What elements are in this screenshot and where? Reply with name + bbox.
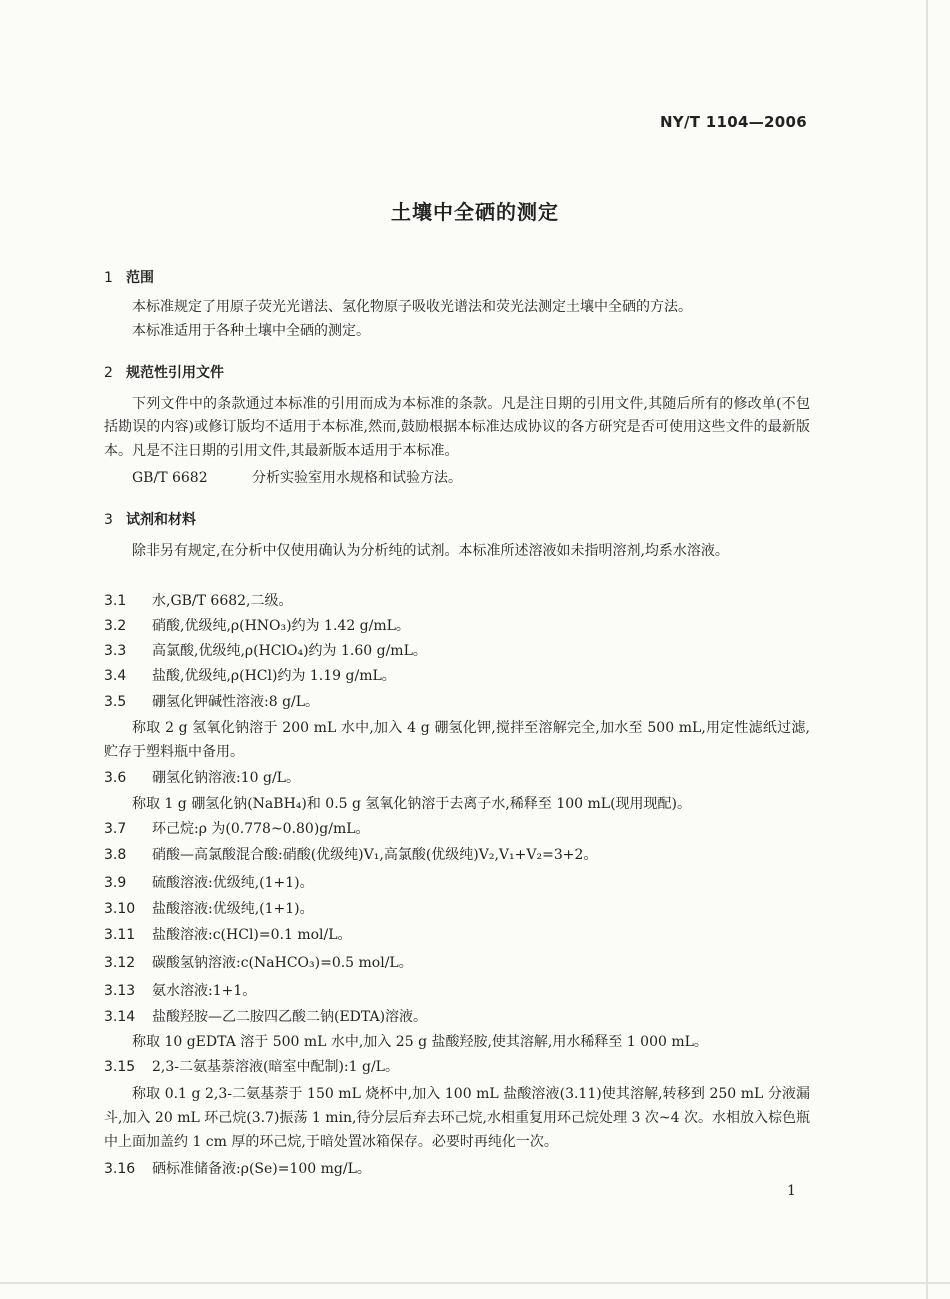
clause-item xyxy=(104,952,810,975)
clause-number: 3.6 xyxy=(104,770,127,786)
clause-item xyxy=(104,1006,810,1029)
clause-text: 硫酸溶液:优级纯,(1+1)。 xyxy=(152,875,314,891)
clause-number: 3.12 xyxy=(104,955,136,971)
clause-text: 盐酸,优级纯,ρ(HCl)约为 1.19 g/mL。 xyxy=(152,668,396,684)
clause-number: 3.1 xyxy=(104,593,127,609)
clause-item xyxy=(104,872,810,895)
clause-text: 盐酸溶液:c(HCl)=0.1 mol/L。 xyxy=(152,927,352,943)
clause-text: 高氯酸,优级纯,ρ(HClO₄)约为 1.60 g/mL。 xyxy=(152,643,427,659)
standard-code: NY/T 1104—2006 xyxy=(659,113,807,131)
clause-paragraph: 称取 10 gEDTA 溶于 500 mL 水中,加入 25 g 盐酸羟胺,使其溶解,用水稀释至 1 000 mL。 xyxy=(132,1034,708,1050)
clause-text: 硒标准储备液:ρ(Se)=100 mg/L。 xyxy=(152,1161,371,1177)
clause-number: 3.11 xyxy=(104,927,136,943)
clause-text: 环己烷:ρ 为(0.778~0.80)g/mL。 xyxy=(152,821,370,837)
clause-number: 3.9 xyxy=(104,875,127,891)
section-number: 1 xyxy=(104,270,113,286)
clause-number: 3.15 xyxy=(104,1059,136,1075)
clause-item xyxy=(104,640,810,663)
clause-text: 硝酸—高氯酸混合酸:硝酸(优级纯)V₁,高氯酸(优级纯)V₂,V₁+V₂=3+2。 xyxy=(152,847,598,863)
clause-text: 盐酸溶液:优级纯,(1+1)。 xyxy=(152,901,314,917)
reference-code: GB/T 6682 xyxy=(132,470,208,486)
clause-number: 3.14 xyxy=(104,1009,136,1025)
clause-text: 水,GB/T 6682,二级。 xyxy=(152,593,293,609)
clause-number: 3.16 xyxy=(104,1161,136,1177)
page-number: 1 xyxy=(787,1183,796,1199)
section-title: 范围 xyxy=(126,270,154,286)
paragraph: 下列文件中的条款通过本标准的引用而成为本标准的条款。凡是注日期的引用文件,其随后所有的修改单(不包括勘误的内容)或修订版均不适用于本标准,然而,鼓励根据本标准达成协议的各方研究是否可使用这些文件的最新版本。凡是不注日期的引用文件,其最新版本适用于本标准。 xyxy=(104,396,810,459)
clause-item xyxy=(104,615,810,638)
clause-number: 3.13 xyxy=(104,983,136,999)
clause-item xyxy=(104,844,810,867)
paragraph: 本标准适用于各种土壤中全硒的测定。 xyxy=(132,323,370,339)
clause-paragraph: 称取 0.1 g 2,3-二氨基萘于 150 mL 烧杯中,加入 100 mL 盐酸溶液(3.11)使其溶解,转移到 250 mL 分液漏斗,加入 20 mL 环己烷(3.7)振荡 1 min,待分层后弃去环己烷,水相重复用环己烷处理 3 次~4 次。水相放入棕色瓶中上面加盖约 1 cm 厚的环己烷,于暗处置冰箱保存。必要时再纯化一次。 xyxy=(104,1086,810,1150)
section-number: 2 xyxy=(104,365,113,381)
clause-number: 3.3 xyxy=(104,643,127,659)
clause-number: 3.8 xyxy=(104,847,127,863)
clause-text: 氨水溶液:1+1。 xyxy=(152,983,257,999)
section-number: 3 xyxy=(104,512,113,528)
clause-item xyxy=(104,767,810,790)
clause-item xyxy=(104,590,810,613)
clause-text: 2,3-二氨基萘溶液(暗室中配制):1 g/L。 xyxy=(152,1059,399,1075)
clause-item xyxy=(104,980,810,1003)
clause-item xyxy=(104,1158,810,1181)
section-3-heading xyxy=(104,509,196,529)
reference-title: 分析实验室用水规格和试验方法。 xyxy=(252,470,462,486)
clause-item xyxy=(104,665,810,688)
clause-number: 3.4 xyxy=(104,668,127,684)
clause-number: 3.5 xyxy=(104,694,127,710)
section-title: 规范性引用文件 xyxy=(126,365,224,381)
section-2-heading xyxy=(104,362,224,382)
clause-text: 碳酸氢钠溶液:c(NaHCO₃)=0.5 mol/L。 xyxy=(152,955,413,971)
section-title: 试剂和材料 xyxy=(126,512,196,528)
clause-item xyxy=(104,691,810,714)
page-edge-right xyxy=(926,0,928,1299)
paragraph: 本标准规定了用原子荧光光谱法、氢化物原子吸收光谱法和荧光法测定土壤中全硒的方法。 xyxy=(132,299,692,315)
clause-text: 硼氢化钾碱性溶液:8 g/L。 xyxy=(152,694,320,710)
clause-item xyxy=(104,898,810,921)
clause-text: 硝酸,优级纯,ρ(HNO₃)约为 1.42 g/mL。 xyxy=(152,618,410,634)
clause-item xyxy=(104,924,810,947)
clause-number: 3.2 xyxy=(104,618,127,634)
clause-paragraph: 称取 1 g 硼氢化钠(NaBH₄)和 0.5 g 氢氧化钠溶于去离子水,稀释至 100 mL(现用现配)。 xyxy=(132,796,691,812)
normative-reference xyxy=(132,467,462,487)
clause-text: 硼氢化钠溶液:10 g/L。 xyxy=(152,770,300,786)
clause-number: 3.7 xyxy=(104,821,127,837)
clause-number: 3.10 xyxy=(104,901,136,917)
document-title: 土壤中全硒的测定 xyxy=(391,200,559,224)
clause-text: 盐酸羟胺—乙二胺四乙酸二钠(EDTA)溶液。 xyxy=(152,1009,428,1025)
clause-item xyxy=(104,818,810,841)
section-1-heading xyxy=(104,267,154,287)
clause-item xyxy=(104,1056,810,1079)
page-edge-bottom xyxy=(0,1282,950,1284)
paragraph: 除非另有规定,在分析中仅使用确认为分析纯的试剂。本标准所述溶液如未指明溶剂,均系水溶液。 xyxy=(132,543,729,559)
clause-paragraph: 称取 2 g 氢氧化钠溶于 200 mL 水中,加入 4 g 硼氢化钾,搅拌至溶解完全,加水至 500 mL,用定性滤纸过滤,贮存于塑料瓶中备用。 xyxy=(104,720,810,760)
